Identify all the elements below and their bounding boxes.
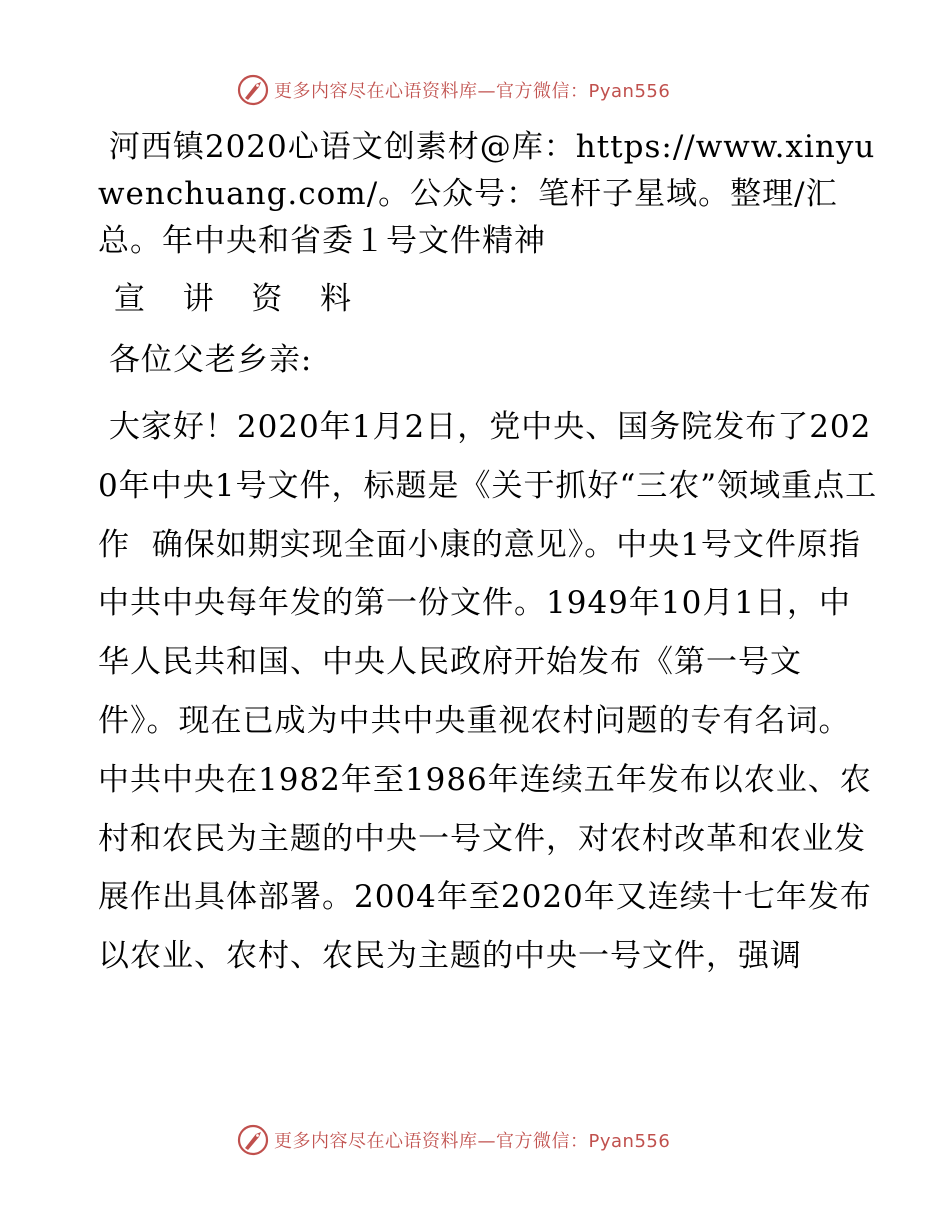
document-body bbox=[98, 124, 878, 986]
greeting-line: 各位父老乡亲: bbox=[98, 342, 313, 378]
body-paragraph: 大家好！2020年1月2日，党中央、国务院发布了2020年中央1号文件，标题是《关于抓好“三农”领域重点工作 确保如期实现全面小康的意见》。中央1号文件原指中共中央每年发的第一份文件。1949年10月1日，中华人民共和国、中央人民政府开始发布《第一号文件》。现在已成为中共中央重视农村问题的专有名词。中共中央在1982年至1986年连续五年发布以农业、农村和农民为主题的中央一号文件，对农村改革和农业发展作出具体部署。2004年至2020年又连续十七年发布以农业、农村、农民为主题的中央一号文件，强调 bbox=[98, 409, 878, 975]
watermark-text-top: 更多内容尽在心语资料库—官方微信：Pyan556 bbox=[274, 81, 671, 102]
pen-nib-logo-icon bbox=[236, 73, 270, 107]
pen-nib-logo-icon bbox=[236, 1123, 270, 1157]
watermark-banner-top bbox=[236, 72, 716, 108]
watermark-text-bottom: 更多内容尽在心语资料库—官方微信：Pyan556 bbox=[274, 1131, 671, 1152]
header-line: 河西镇2020心语文创素材@库：https://www.xinyuwenchuang.com/。公众号：笔杆子星域。整理/汇总。年中央和省委１号文件精神 bbox=[98, 129, 876, 259]
watermark-banner-bottom bbox=[236, 1122, 716, 1158]
document-heading: 宣 讲 资 料 bbox=[98, 281, 357, 317]
